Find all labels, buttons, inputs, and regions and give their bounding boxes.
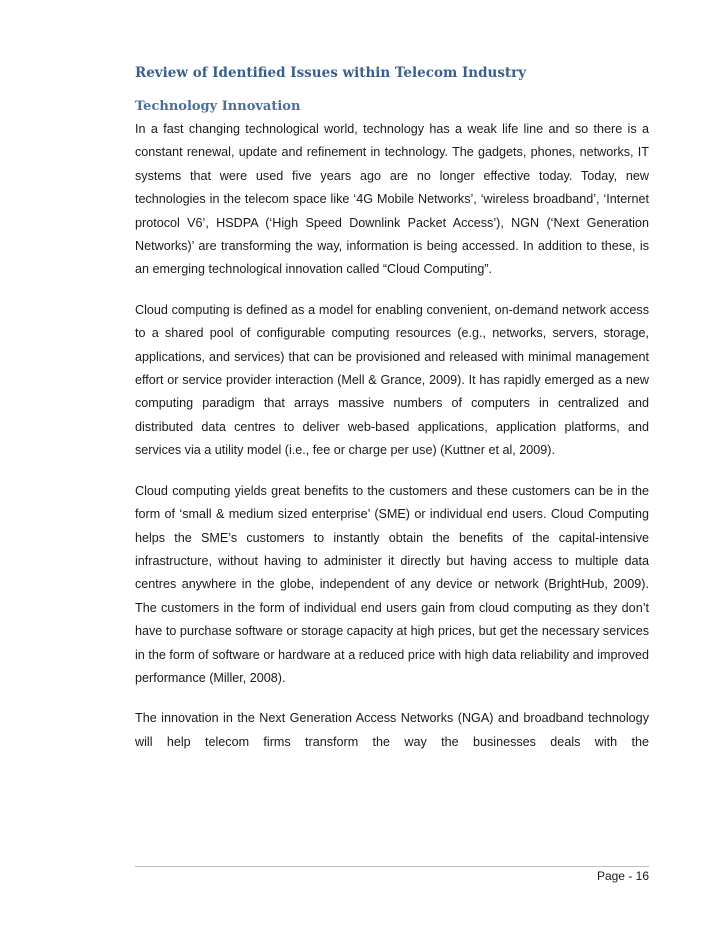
page-number: Page - 16 bbox=[596, 869, 649, 883]
subsection-heading: Technology Innovation bbox=[135, 99, 301, 114]
paragraph-cloud-benefits: Cloud computing yields great benefits to the customers and these customers can be in the form of ‘small & medium sized enterprise’ (SME) or individual end users. Cloud Computing helps the SME’s customers to instantly obtain the benefits of the capital-intensive infrastructure, without having to administer it directly but having access to multiple data centres anywhere in the globe, independent of any device or network (BrightHub, 2009). The customers in the form of individual end users gain from cloud computing as they don’t have to purchase software or storage capacity at high prices, but get the necessary services in the form of software or hardware at a reduced price with high data reliability and improved performance (Miller, 2008). bbox=[135, 483, 649, 685]
paragraph-nga-broadband: The innovation in the Next Generation Access Networks (NGA) and broadband technology will help telecom firms transform the way the businesses deals with the bbox=[135, 711, 649, 749]
section-heading: Review of Identified Issues within Telecom Industry bbox=[135, 65, 527, 81]
page-content bbox=[135, 64, 649, 754]
page-footer bbox=[135, 866, 649, 884]
paragraph-technology-renewal: In a fast changing technological world, technology has a weak life line and so there is a constant renewal, update and refinement in technology. The gadgets, phones, networks, IT systems that were used five years ago are no longer effective today. Today, new technologies in the telecom space like ‘4G Mobile Networks’, ‘wireless broadband’, ‘Internet protocol V6’, HSDPA (‘High Speed Downlink Packet Access’), NGN (‘Next Generation Networks)’ are transforming the way, information is being accessed. In addition to these, is an emerging technological innovation called “Cloud Computing”. bbox=[135, 122, 649, 277]
paragraph-cloud-definition: Cloud computing is defined as a model for enabling convenient, on-demand network access to a shared pool of configurable computing resources (e.g., networks, servers, storage, applications, and services) that can be provisioned and released with minimal management effort or service provider interaction (Mell & Grance, 2009). It has rapidly emerged as a new computing paradigm that arrays massive numbers of computers in centralized and distributed data centres to deliver web-based applications, application platforms, and services via a utility model (i.e., fee or charge per use) (Kuttner et al, 2009). bbox=[135, 302, 649, 458]
